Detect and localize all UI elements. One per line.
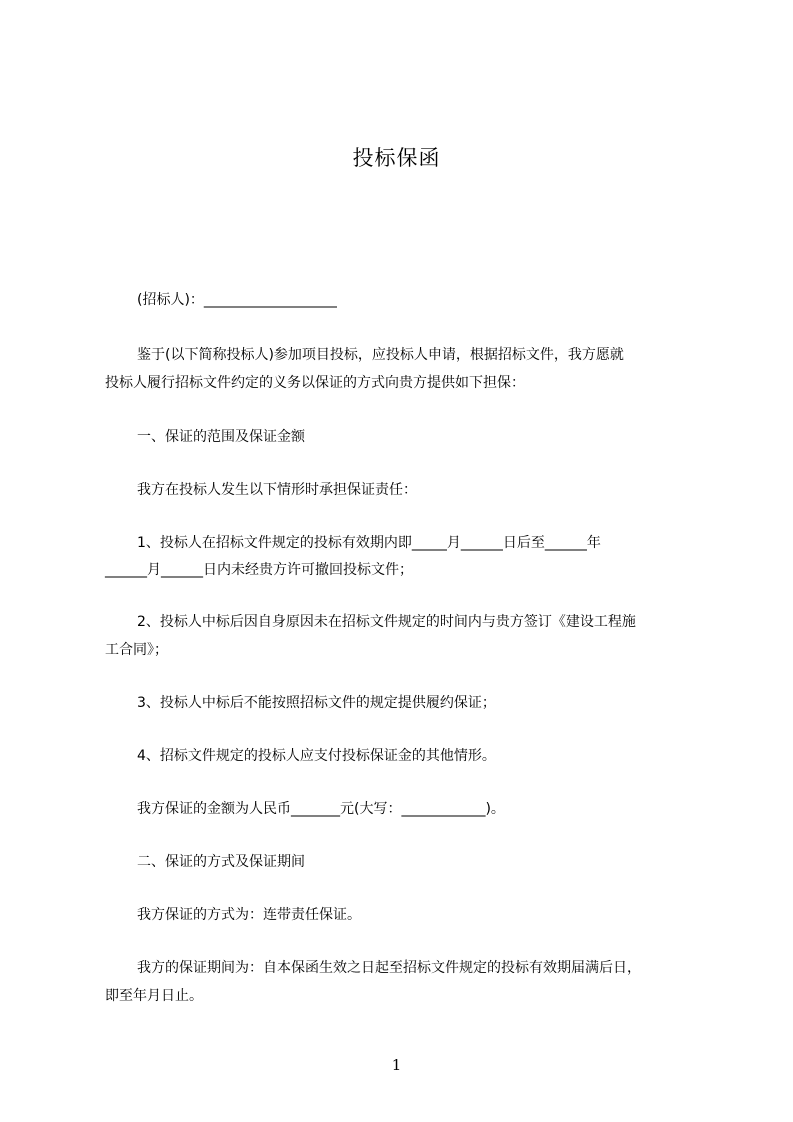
item-3: 3、投标人中标后不能按照招标文件的规定提供履约保证； xyxy=(137,695,496,711)
document-title: 投标保函 xyxy=(352,146,441,170)
intro-paragraph-line-1: 鉴于(以下简称投标人)参加项目投标，应投标人申请，根据招标文件，我方愿就 xyxy=(137,347,624,363)
guarantee-amount-line: 我方保证的金额为人民币_______元(大写：____________)。 xyxy=(137,801,505,817)
item-2-line-1: 2、投标人中标后因自身原因未在招标文件规定的时间内与贵方签订《建设工程施 xyxy=(137,614,636,630)
item-4: 4、招标文件规定的投标人应支付投标保证金的其他情形。 xyxy=(137,748,496,764)
section-2-heading: 二、保证的方式及保证期间 xyxy=(137,854,305,870)
guarantee-method-line: 我方保证的方式为：连带责任保证。 xyxy=(137,907,361,923)
guarantee-period-line-1: 我方的保证期间为：自本保函生效之日起至招标文件规定的投标有效期届满后日， xyxy=(137,960,641,976)
item-1-line-1: 1、投标人在招标文件规定的投标有效期内即_____月______日后至______年 xyxy=(137,535,601,551)
addressee-line: (招标人)：___________________ xyxy=(137,292,337,308)
item-2-line-2: 工合同》； xyxy=(105,642,168,658)
page-number: 1 xyxy=(391,1056,402,1074)
item-1-line-2: ______月______日内未经贵方许可撤回投标文件； xyxy=(105,562,413,578)
guarantee-period-line-2: 即至年月日止。 xyxy=(105,988,203,1004)
intro-paragraph-line-2: 投标人履行招标文件约定的义务以保证的方式向贵方提供如下担保： xyxy=(105,375,525,391)
liability-intro: 我方在投标人发生以下情形时承担保证责任： xyxy=(137,482,417,498)
section-1-heading: 一、保证的范围及保证金额 xyxy=(137,429,305,445)
